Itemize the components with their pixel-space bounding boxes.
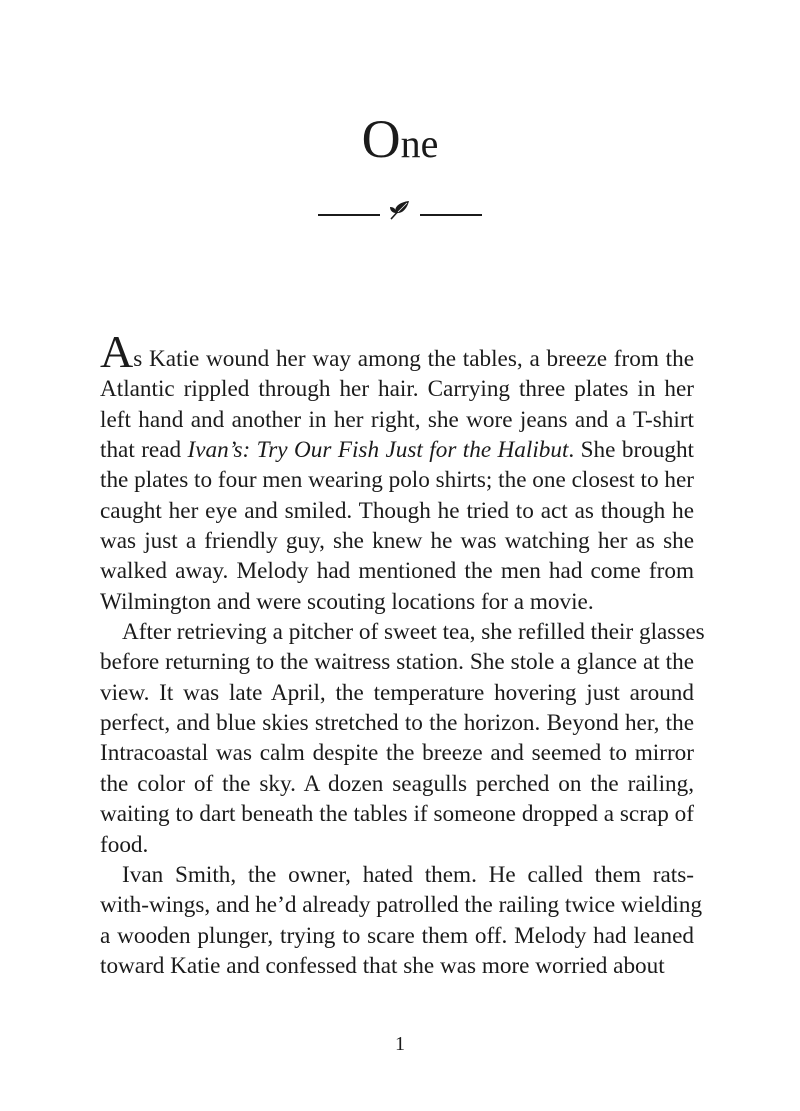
line-text: walked away. Melody had mentioned the men had come from <box>100 558 694 585</box>
ornament-rule-right <box>420 214 482 215</box>
line-text: was just a friendly guy, she knew he was watching her as she <box>100 528 694 555</box>
text-line <box>100 890 703 920</box>
text-line <box>100 556 694 586</box>
italic-title: Ivan’s: Try Our Fish Just for the Halibut <box>187 437 569 464</box>
text-line <box>100 435 694 465</box>
text-line <box>100 465 694 495</box>
text-line <box>100 326 694 377</box>
chapter-ornament <box>0 196 800 226</box>
text-line <box>100 587 694 617</box>
line-text: a wooden plunger, trying to scare them off. Melody had leaned <box>100 922 694 949</box>
page-number: 1 <box>395 1033 405 1055</box>
line-text: before returning to the waitress station. She stole a glance at the <box>100 649 694 676</box>
line-text: perfect, and blue skies stretched to the horizon. Beyond her, the <box>100 710 694 737</box>
text-line <box>100 678 694 708</box>
chapter-body <box>100 326 705 981</box>
text-line <box>100 921 694 951</box>
line-text: . She brought <box>568 437 694 464</box>
text-line <box>100 769 694 799</box>
text-line <box>100 951 694 981</box>
line-text: food. <box>100 831 149 858</box>
text-line <box>100 708 694 738</box>
line-text: the color of the sky. A dozen seagulls perched on the railing, <box>100 770 694 797</box>
line-text: that read <box>100 437 188 464</box>
line-text: Wilmington and were scouting locations for a movie. <box>100 588 594 615</box>
text-line <box>100 617 705 647</box>
line-text: After retrieving a pitcher of sweet tea, she refilled their glasses <box>122 619 705 646</box>
leaf-icon <box>387 198 413 224</box>
chapter-title <box>0 109 800 169</box>
chapter-title-initial: O <box>361 109 401 169</box>
line-text: waiting to dart beneath the tables if someone dropped a scrap of <box>100 801 694 828</box>
line-text: with-wings, and he’d already patrolled the railing twice wielding <box>100 892 703 919</box>
text-line <box>100 496 694 526</box>
drop-cap: A <box>100 326 134 377</box>
line-text: s Katie wound her way among the tables, a breeze from the <box>133 346 694 372</box>
line-text: left hand and another in her right, she wore jeans and a T-shirt <box>100 406 694 433</box>
line-text: Ivan Smith, the owner, hated them. He called them rats- <box>122 861 694 888</box>
line-text: Atlantic rippled through her hair. Carrying three plates in her <box>100 376 694 403</box>
ornament-rule-left <box>318 214 380 215</box>
line-text: toward Katie and confessed that she was more worried about <box>100 952 665 979</box>
line-text: view. It was late April, the temperature hovering just around <box>100 679 694 706</box>
line-text: caught her eye and smiled. Though he tried to act as though he <box>100 497 694 524</box>
text-line <box>100 374 694 404</box>
text-line <box>100 405 694 435</box>
line-text: Intracoastal was calm despite the breeze and seemed to mirror <box>100 740 694 767</box>
text-line <box>100 647 694 677</box>
text-line <box>100 830 694 860</box>
text-line <box>100 526 694 556</box>
line-text: the plates to four men wearing polo shirts; the one closest to her <box>100 467 694 494</box>
text-line <box>100 860 694 890</box>
chapter-title-rest: ne <box>400 121 439 166</box>
text-line <box>100 738 694 768</box>
text-line <box>100 799 694 829</box>
